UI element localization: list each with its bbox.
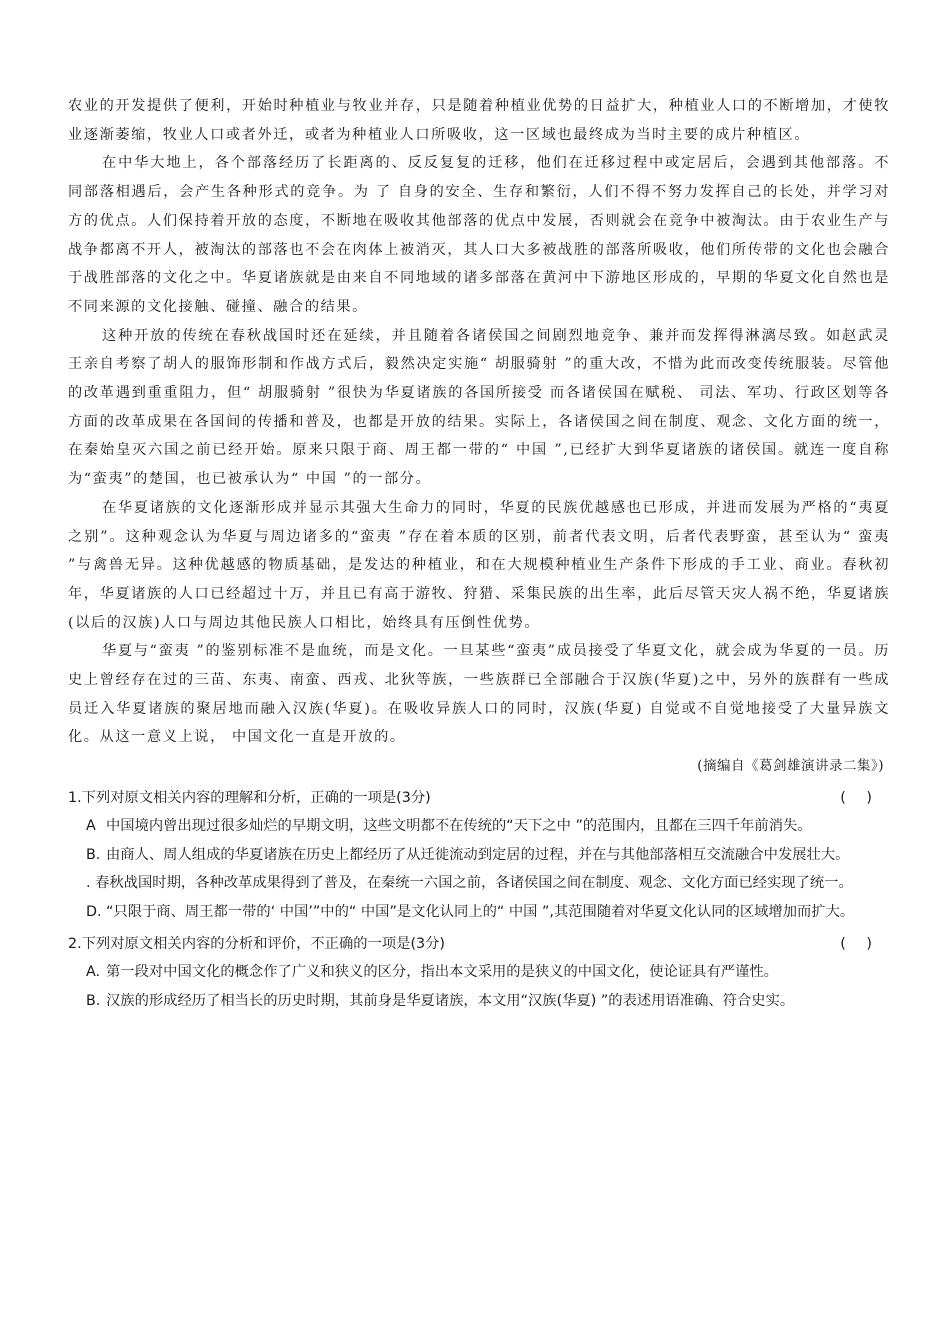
option-label: B. [86,846,101,863]
question-2-option-a [70,958,890,987]
reading-passage [68,92,890,780]
passage-paragraph-1: 农业的开发提供了便利，开始时种植业与牧业并存，只是随着种植业优势的日益扩大，种植业人口的不断增加，才使牧业逐渐萎缩，牧业人口或者外迁，或者为种植业人口所吸收，这一区域也最终成为当时主要的成片种植区。 [68,98,890,143]
option-text: 汉族的形成经历了相当长的历史时期，其前身是华夏诸族，本文用“汉族(华夏) ”的表述用语准确、符合史实。 [106,992,795,1009]
option-label: B. [86,992,101,1009]
question-1-option-c [70,869,890,898]
question-1-text: 1.下列对原文相关内容的理解和分析，正确的一项是(3分) [68,790,431,807]
question-2-stem [68,930,890,958]
question-1-option-a [70,812,890,841]
question-1-option-d [70,898,890,927]
passage-paragraph-5: 华夏与“蛮夷 ”的鉴别标准不是血统，而是文化。一旦某些“蛮夷”成员接受了华夏文化，就会成为华夏的一员。历史上曾经存在过的三苗、东夷、南蛮、西戎、北狄等族，一些族群已全部融合于汉族(华夏)之中，另外的族群有一些成员迁入华夏诸族的聚居地而融入汉族(华夏)。在吸收异族人口的同时，汉族(华夏) 自觉或不自觉地接受了大量异族文化。从这一意义上说， 中国文化一直是开放的。 [68,643,890,746]
passage-paragraph-2: 在中华大地上，各个部落经历了长距离的、反反复复的迁移，他们在迁移过程中或定居后，会遇到其他部落。不同部落相遇后，会产生各种形式的竞争。为 了 自身的安全、生存和繁衍，人们不得不努力发挥自己的长处，并学习对方的优点。人们保持着开放的态度，不断地在吸收其他部落的优点中发展，否则就会在竞争中被淘汰。由于农业生产与战争都离不开人，被淘汰的部落也不会在肉体上被消灭，其人口大多被战胜的部落所吸收，他们所传带的文化也会融合于战胜部落的文化之中。华夏诸族就是由来自不同地域的诸多部落在黄河中下游地区形成的，早期的华夏文化自然也是不同来源的文化接触、碰撞、融合的结果。 [68,155,890,315]
option-label: A [86,818,96,835]
question-2-option-b [70,987,890,1016]
question-2-text: 2.下列对原文相关内容的分析和评价，不正确的一项是(3分) [68,936,446,953]
question-2-answer-blank: ( ) [840,936,880,953]
question-2 [68,930,890,1015]
exam-page [68,92,890,1015]
option-label: A. [86,964,101,981]
option-text: “只限于商、周王都一带的‘ 中国’”中的“ 中国”是文化认同上的“ 中国 ”,其范围随着对华夏文化认同的区域增加而扩大。 [106,903,855,920]
question-1-stem [68,784,890,812]
passage-source: (摘编自《葛剑雄演讲录二集》) [697,758,884,775]
option-text: . 春秋战国时期，各种改革成果得到了普及，在秦统一六国之前，各诸侯国之间在制度、观念、文化方面已经实现了统一。 [86,875,853,892]
question-1-answer-blank: ( ) [840,790,880,807]
option-text: 由商人、周人组成的华夏诸族在历史上都经历了从迁徙流动到定居的过程，并在与其他部落相互交流融合中发展壮大。 [106,846,850,863]
question-1 [68,784,890,926]
option-text: 第一段对中国文化的概念作了广义和狭义的区分，指出本文采用的是狭义的中国文化，使论证具有严谨性。 [106,964,778,981]
option-text: 中国境内曾出现过很多灿烂的早期文明，这些文明都不在传统的“天下之中 ”的范围内，且都在三四千年前消失。 [106,818,812,835]
question-1-option-b [70,841,890,870]
option-label: D. [86,903,102,920]
passage-paragraph-4: 在华夏诸族的文化逐渐形成并显示其强大生命力的同时，华夏的民族优越感也已形成，并进而发展为严格的“夷夏之别”。这种观念认为华夏与周边诸多的“蛮夷 ”存在着本质的区别，前者代表文明，后者代表野蛮，甚至认为“ 蛮夷 ”与禽兽无异。这种优越感的物质基础，是发达的种植业，和在大规模种植业生产条件下形成的手工业、商业。春秋初年，华夏诸族的人口已经超过十万，并且已有高于游牧、狩猎、采集民族的出生率，此后尽管天灾人祸不绝，华夏诸族(以后的汉族)人口与周边其他民族人口相比，始终具有压倒性优势。 [68,499,890,631]
passage-paragraph-3: 这种开放的传统在春秋战国时还在延续，并且随着各诸侯国之间剧烈地竞争、兼并而发挥得淋漓尽致。如赵武灵王亲自考察了胡人的服饰形制和作战方式后，毅然决定实施“ 胡服骑射 ”的重大改，不惜为此而改变传统服装。尽管他的改革遇到重重阻力，但“ 胡服骑射 ”很快为华夏诸族的各国所接受 而各诸侯国在赋税、 司法、军功、行政区划等各方面的改革成果在各国间的传播和普及，也都是开放的结果。实际上，各诸侯国之间在制度、观念、文化方面的统一，在秦始皇灭六国之前已经开始。原来只限于商、周王都一带的“ 中国 ”,已经扩大到华夏诸族的诸侯国。就连一度自称为“蛮夷”的楚国，也已被承认为“ 中国 ”的一部分。 [68,327,890,488]
